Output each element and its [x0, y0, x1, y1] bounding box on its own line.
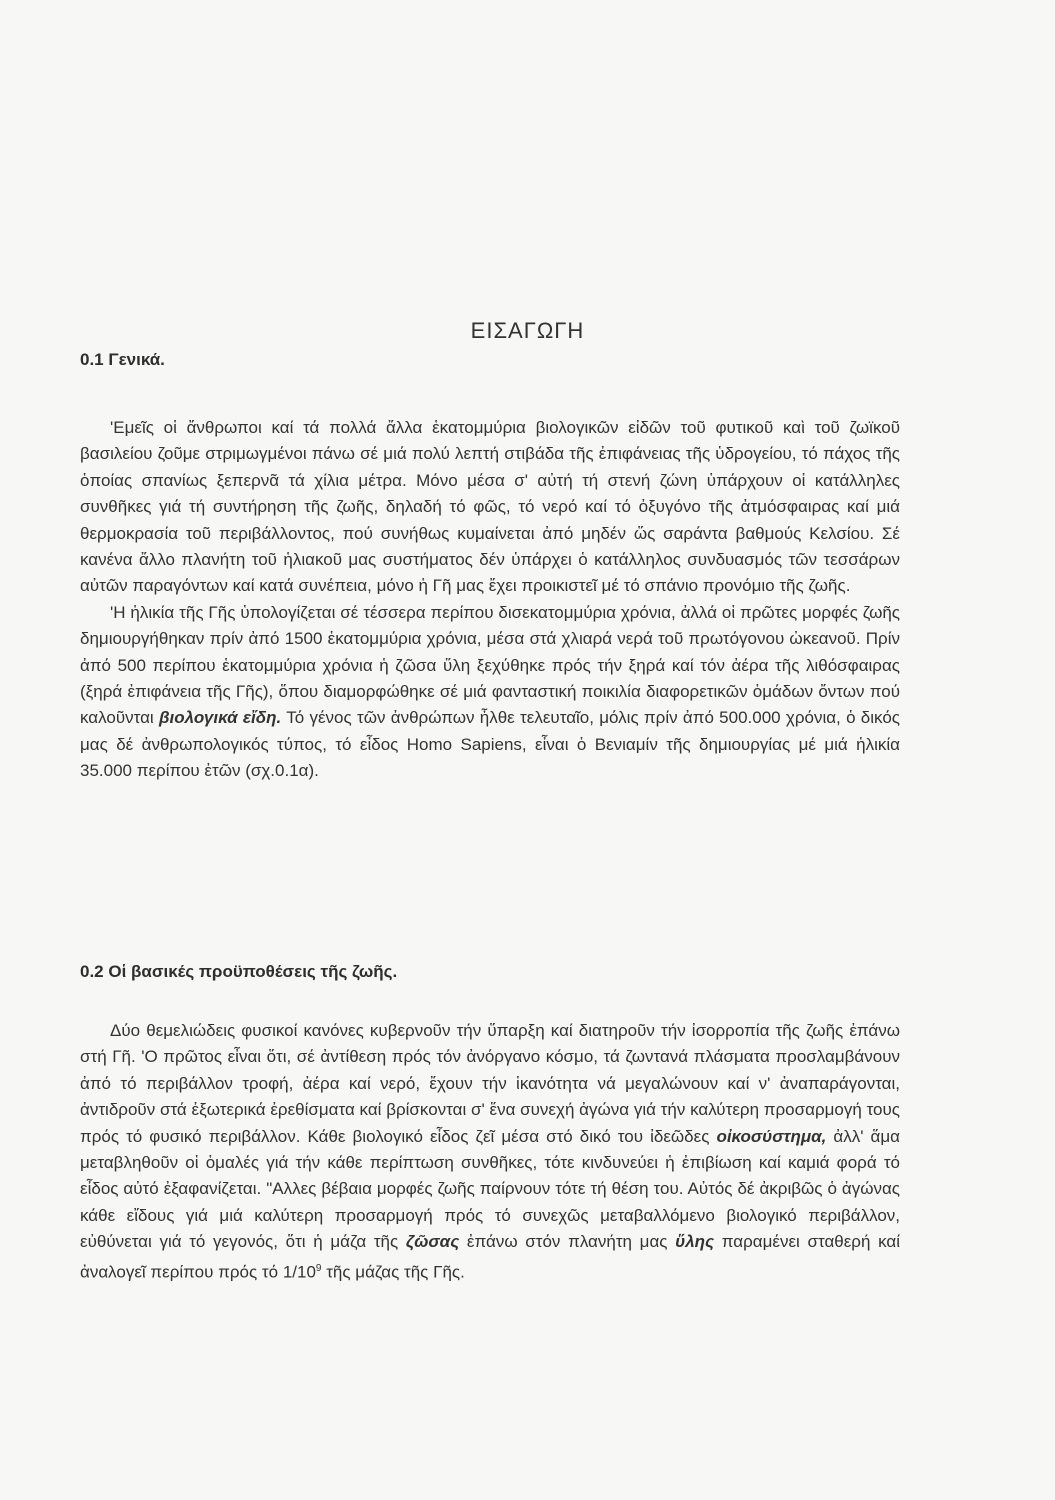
section-general-body — [80, 415, 900, 785]
page-title: ΕΙΣΑΓΩΓΗ — [470, 318, 585, 343]
section-heading-prerequisites: 0.2 Οἱ βασικές προϋποθέσεις τῆς ζωῆς. — [80, 962, 398, 981]
paragraph: 'Η ἡλικία τῆς Γῆς ὑπολογίζεται σέ τέσσερα περίπου δισεκατομμύρια χρόνια, ἀλλά οἱ πρῶτες μορφές ζωῆς δημιουργήθηκαν πρίν ἀπό 1500 ἑκατομμύρια χρόνια, μέσα στά χλιαρά νερά τοῦ πρωτόγονου ὠκεανοῦ. Πρίν ἀπό 500 περίπου ἑκατομμύρια χρόνια ἡ ζῶσα ὕλη ξεχύθηκε πρός τήν ξηρά καί τόν ἀέρα τῆς λιθόσφαιρας (ξηρά ἐπιφάνεια τῆς Γῆς), ὅπου διαμορφώθηκε σέ μιά φανταστική ποικιλία διαφορετικῶν ὁμάδων ὄντων πού καλοῦνται βιολογικά εἴδη. Τό γένος τῶν ἀνθρώπων ἦλθε τελευταῖο, μόλις πρίν ἀπό 500.000 χρόνια, ὁ δικός μας δέ ἀνθρωπολογικός τύπος, τό εἶδος Homo Sapiens, εἶναι ὁ Βενιαμίν τῆς δημιουργίας μέ μιά ἡλικία 35.000 περίπου ἐτῶν (σχ.0.1α). — [80, 602, 900, 781]
paragraph: Δύο θεμελιώδεις φυσικοί κανόνες κυβερνοῦν τήν ὕπαρξη καί διατηροῦν τήν ἰσορροπία τῆς ζωῆς ἐπάνω στή Γῆ. 'Ο πρῶτος εἶναι ὅτι, σέ ἀντίθεση πρός τόν ἀνόργανο κόσμο, τά ζωντανά πλάσματα προσλαμβάνουν ἀπό τό περιβάλλον τροφή, ἀέρα καί νερό, ἔχουν τήν ἱκανότητα νά μεγαλώνουν καί ν' ἀναπαράγονται, ἀντιδροῦν στά ἐξωτερικά ἐρεθίσματα καί βρίσκονται σ' ἕνα συνεχή ἀγώνα γιά τήν καλύτερη προσαρμογή τους πρός τό φυσικό περιβάλλον. Κάθε βιολογικό εἶδος ζεῖ μέσα στό δικό του ἰδεῶδες οἰκοσύστημα, ἀλλ' ἅμα μεταβληθοῦν οἱ ὁμαλές γιά τήν κάθε περίπτωση συνθῆκες, τότε κινδυνεύει ἡ ἐπιβίωση καί καμιά φορά τό εἶδος αὐτό ἐξαφανίζεται. "Αλλες βέβαια μορφές ζωῆς παίρνουν τότε τή θέση του. Αὐτός δέ ἀκριβῶς ὁ ἀγώνας κάθε εἴδους γιά μιά καλύτερη προσαρμογή πρός τό συνεχῶς μεταβαλλόμενο βιολογικό περιβάλλον, εὐθύνεται γιά τό γεγονός, ὅτι ἡ μάζα τῆς ζῶσας ἐπάνω στόν πλανήτη μας ὕλης παραμένει σταθερή καί ἀναλογεῖ περίπου πρός τό $1/10^9$ τῆς μάζας τῆς Γῆς. — [80, 1021, 900, 1282]
section-heading-general: 0.1 Γενικά. — [80, 350, 165, 369]
exponent: 9 — [315, 1262, 322, 1274]
paragraph: 'Εμεῖς οἱ ἄνθρωποι καί τά πολλά ἄλλα ἑκατομμύρια βιολογικῶν εἰδῶν τοῦ φυτικοῦ καὶ τοῦ ζωϊκοῦ βασιλείου ζοῦμε στριμωγμένοι πάνω σέ μιά πολύ λεπτή στιβάδα τῆς ἐπιφάνειας τῆς ὑδρογείου, τό πάχος τῆς ὁποίας σπανίως ξεπερνᾶ τά χίλια μέτρα. Μόνο μέσα σ' αὐτή τή στενή ζώνη ὑπάρχουν οἱ κατάλληλες συνθῆκες γιά τή συντήρηση τῆς ζωῆς, δηλαδή τό φῶς, τό νερό καί τό ὀξυγόνο τῆς ἀτμόσφαιρας καί μιά θερμοκρασία τοῦ περιβάλλοντος, πού συνήθως κυμαίνεται ἀπό μηδέν ὥς σαράντα βαθμούς Κελσίου. Σέ κανένα ἄλλο πλανήτη τοῦ ἡλιακοῦ μας συστήματος δέν ὑπάρχει ὁ κατάλληλος συνδυασμός τῶν τεσσάρων αὐτῶν παραγόντων καί κατά συνέπεια, μόνο ἡ Γῆ μας ἔχει προικιστεῖ μέ τό σπάνιο προνόμιο τῆς ζωῆς. — [80, 418, 900, 596]
emphasis-term: οἰκοσύστημα, — [716, 1126, 827, 1146]
emphasis-term: ὕλης — [675, 1232, 715, 1252]
emphasis-term: βιολογικά εἴδη. — [158, 708, 282, 728]
emphasis-term: ζῶσας — [405, 1232, 460, 1252]
section-prerequisites-body — [80, 1018, 900, 1286]
